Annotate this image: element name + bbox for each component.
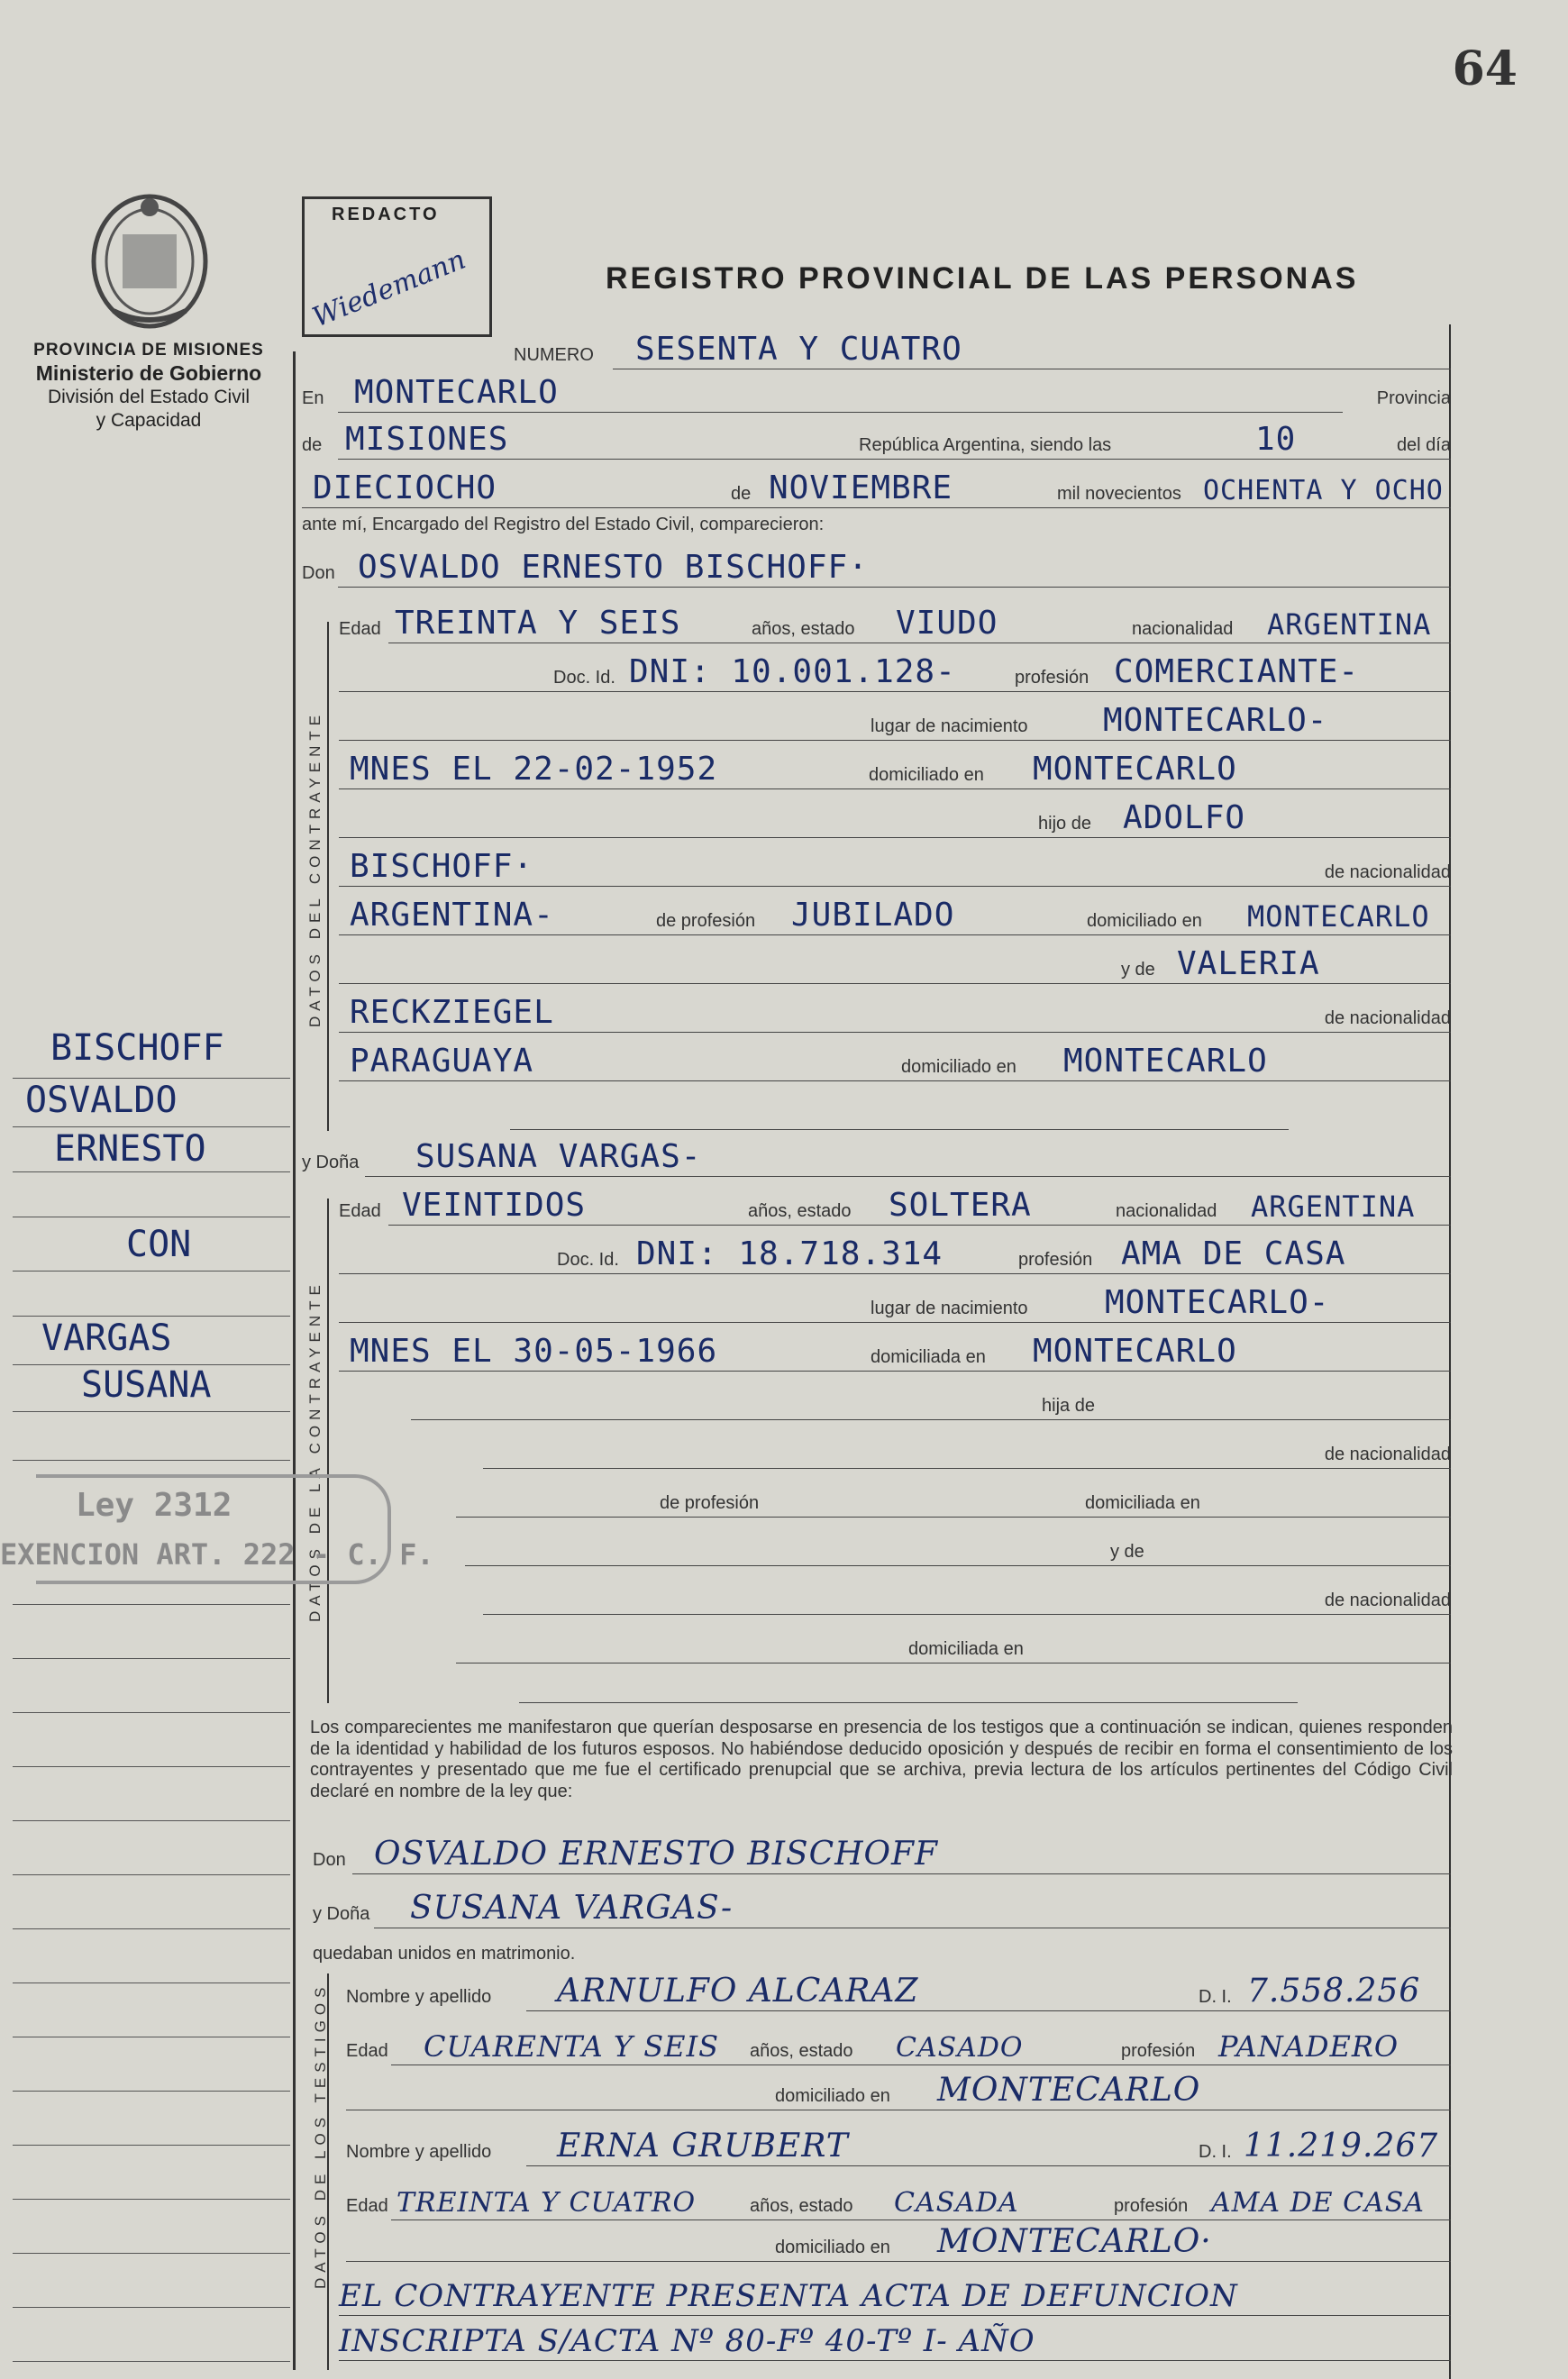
margin-rule: [13, 1271, 290, 1272]
witness1-edad-label: Edad: [346, 2041, 388, 2061]
bride-padre-datos-rule: [456, 1517, 1451, 1518]
en-row: [302, 374, 1451, 416]
groom-padre-rule: [339, 886, 1451, 887]
bride-madre-apellido-rule: [483, 1614, 1451, 1615]
fecha-rule: [302, 507, 1451, 508]
quedaban-row: [302, 1939, 1451, 1972]
witness-section-tab: DATOS DE LOS TESTIGOS: [312, 1982, 329, 2289]
decl-don-label: Don: [313, 1850, 346, 1870]
note-line-2: INSCRIPTA S/ACTA Nº 80-Fº 40-Tº I- AÑO: [339, 2323, 1035, 2359]
bride-profesion-label: profesión: [1018, 1250, 1093, 1270]
groom-lugar-rule: [339, 740, 1451, 741]
witness2-estado-label: años, estado: [750, 2196, 853, 2216]
groom-edad-label: Edad: [339, 619, 381, 639]
bride-padre-nacionalidad-label: de nacionalidad: [1324, 1445, 1451, 1464]
witness2-domicilio-rule: [346, 2261, 1451, 2262]
bride-lugar-rule: [339, 1322, 1451, 1323]
numero-value: SESENTA Y CUATRO: [635, 331, 962, 368]
groom-nacimiento-row: [339, 753, 1451, 793]
groom-name-rule: [338, 587, 1451, 588]
margin-middle-name: ERNESTO: [54, 1128, 206, 1170]
bride-domicilio-label: domiciliada en: [871, 1347, 986, 1367]
groom-madre-rule: [339, 983, 1451, 984]
margin-rule: [13, 1411, 290, 1412]
margin-rule: [13, 2199, 290, 2200]
witness1-di-label: D. I.: [1199, 1987, 1232, 2007]
bride-hija-label: hija de: [1042, 1396, 1095, 1416]
bride-lugar-row: [339, 1284, 1451, 1326]
groom-nacionalidad-label: nacionalidad: [1132, 619, 1234, 639]
witness1-profesion: PANADERO: [1218, 2029, 1399, 2064]
groom-madre-nombre: VALERIA: [1177, 945, 1320, 982]
bride-edad-label: Edad: [339, 1201, 381, 1221]
groom-madre-domicilio-label: domiciliado en: [901, 1057, 1016, 1077]
redacto-label: REDACTO: [332, 205, 440, 224]
fecha-row: [302, 469, 1451, 512]
witness1-profesion-label: profesión: [1121, 2041, 1196, 2061]
bride-nacionalidad: ARGENTINA: [1251, 1190, 1416, 1224]
groom-nacionalidad: ARGENTINA: [1267, 607, 1432, 642]
groom-padre-nacionalidad: ARGENTINA-: [350, 897, 554, 934]
groom-madre-apellido-rule: [339, 1032, 1451, 1033]
bride-hija-row: [339, 1384, 1451, 1424]
groom-blank-rule: [510, 1129, 1289, 1130]
groom-section-border: [327, 622, 329, 1131]
redacto-box: [302, 196, 492, 337]
witness1-di: 7.558.256: [1247, 1973, 1421, 2010]
groom-hijo-rule: [339, 837, 1451, 838]
groom-padre-nombre: ADOLFO: [1123, 799, 1246, 836]
margin-rule: [13, 1658, 290, 1659]
groom-section-tab: DATOS DEL CONTRAYENTE: [306, 709, 324, 1027]
groom-madre-nacionalidad-label: de nacionalidad: [1324, 1008, 1451, 1028]
witness2-edad-row: [346, 2184, 1451, 2224]
groom-estado-label: años, estado: [752, 619, 855, 639]
hora-value: 10: [1255, 421, 1297, 458]
margin-first-name: OSVALDO: [25, 1080, 178, 1121]
groom-lugar-row: [339, 702, 1451, 744]
provincia-row: [302, 421, 1451, 463]
page-number: 64: [1452, 41, 1518, 96]
bride-hija-rule: [411, 1419, 1451, 1420]
ante-mi-label: ante mí, Encargado del Registro del Estado Civil, comparecieron:: [302, 515, 825, 534]
bride-name-rule: [365, 1176, 1451, 1177]
witness2-di-label: D. I.: [1199, 2142, 1232, 2162]
witness2-estado: CASADA: [894, 2187, 1019, 2219]
bride-edad-row: [339, 1187, 1451, 1229]
margin-rule: [13, 1460, 290, 1461]
provincia-value: MISIONES: [345, 421, 509, 458]
bride-profesion: AMA DE CASA: [1121, 1235, 1346, 1272]
groom-hijo-label: hijo de: [1038, 814, 1091, 834]
decl-don-rule: [352, 1873, 1451, 1874]
margin-rule: [13, 2361, 290, 2362]
bride-doc-rule: [339, 1273, 1451, 1274]
witness1-domicilio-label: domiciliado en: [775, 2086, 890, 2106]
bride-lugar: MONTECARLO-: [1105, 1284, 1330, 1321]
quedaban-label: quedaban unidos en matrimonio.: [313, 1944, 576, 1964]
groom-hijo-row: [339, 799, 1451, 842]
witness1-name-rule: [526, 2010, 1451, 2011]
margin-rule: [13, 1078, 290, 1079]
bride-nacimiento-row: [339, 1335, 1451, 1375]
bride-blank-rule: [519, 1702, 1298, 1703]
decl-dona-label: y Doña: [313, 1904, 370, 1924]
margin-rule: [13, 1928, 290, 1929]
groom-padre-domicilio-label: domiciliado en: [1087, 911, 1202, 931]
witness2-name-row: [346, 2130, 1451, 2170]
groom-madre-nacionalidad: PARAGUAYA: [350, 1043, 534, 1080]
groom-blank-row: [339, 1094, 1451, 1134]
groom-doc-label: Doc. Id.: [553, 668, 615, 688]
groom-y-de-label: y de: [1121, 960, 1155, 980]
division-label: División del Estado Civil: [47, 387, 251, 408]
groom-madre-apellido: RECKZIEGEL: [350, 994, 554, 1031]
bride-blank-row: [339, 1667, 1451, 1707]
margin-rule: [13, 1171, 290, 1172]
groom-nacimiento-rule: [339, 788, 1451, 789]
bride-nacimiento-fecha: MNES EL 30-05-1966: [350, 1333, 718, 1370]
groom-edad: TREINTA Y SEIS: [395, 605, 681, 642]
margin-rule: [13, 2253, 290, 2254]
groom-domicilio-label: domiciliado en: [869, 765, 984, 785]
margin-rule: [13, 1982, 290, 1983]
groom-padre-nacionalidad-label: de nacionalidad: [1324, 862, 1451, 882]
mes-value: NOVIEMBRE: [769, 469, 953, 506]
witness1-edad-row: [346, 2029, 1451, 2069]
groom-padre-datos-row: [339, 899, 1451, 939]
en-label: En: [302, 388, 324, 408]
numero-row: [514, 333, 1451, 373]
bride-nacionalidad-label: nacionalidad: [1116, 1201, 1217, 1221]
bride-edad: VEINTIDOS: [402, 1187, 587, 1224]
witness2-name-label: Nombre y apellido: [346, 2142, 492, 2162]
margin-bride-name: SUSANA: [81, 1364, 212, 1406]
margin-rule: [13, 1820, 290, 1821]
bride-name: SUSANA VARGAS-: [415, 1138, 702, 1175]
en-value: MONTECARLO: [354, 374, 559, 411]
groom-padre-profesion: JUBILADO: [791, 897, 955, 934]
don-label: Don: [302, 563, 335, 583]
groom-name: OSVALDO ERNESTO BISCHOFF·: [358, 549, 869, 586]
capacity-label: y Capacidad: [96, 409, 202, 431]
bride-madre-row: [339, 1530, 1451, 1570]
bride-section-tab: DATOS DE LA CONTRAYENTE: [306, 1280, 324, 1622]
bride-lugar-label: lugar de nacimiento: [871, 1299, 1028, 1318]
bride-madre-rule: [465, 1565, 1451, 1566]
groom-profesion-label: profesión: [1015, 668, 1089, 688]
margin-surname: BISCHOFF: [50, 1027, 224, 1069]
groom-doc-row: [339, 653, 1451, 696]
stamp-exemption: EXENCION ART. 222 - C. F.: [0, 1537, 434, 1572]
witness2-edad-label: Edad: [346, 2196, 388, 2216]
margin-bride-surname: VARGAS: [41, 1317, 172, 1359]
witness2-edad-rule: [391, 2219, 1451, 2220]
witness2-domicilio: MONTECARLO·: [937, 2223, 1212, 2260]
groom-name-row: [302, 551, 1451, 591]
witness2-name: ERNA GRUBERT: [557, 2128, 849, 2165]
witness2-edad: TREINTA Y CUATRO: [397, 2187, 697, 2219]
witness2-profesion: AMA DE CASA: [1211, 2187, 1425, 2219]
mil-novecientos-label: mil novecientos: [1057, 484, 1181, 504]
issuing-office: [9, 341, 288, 432]
provincia-label: Provincia: [1376, 388, 1451, 408]
province-seal-icon: [87, 189, 213, 333]
note-rule-1: [339, 2315, 1451, 2316]
provincia-rule: [338, 459, 1451, 460]
groom-padre-row: [339, 848, 1451, 890]
bride-nacimiento-rule: [339, 1371, 1451, 1372]
witness2-name-rule: [526, 2165, 1451, 2166]
bride-madre-apellido-row: [339, 1579, 1451, 1618]
de-label: de: [302, 435, 323, 455]
groom-estado: VIUDO: [896, 605, 998, 642]
decl-dona-name: SUSANA VARGAS-: [410, 1890, 734, 1927]
en-rule: [338, 412, 1343, 413]
margin-rule: [13, 2091, 290, 2092]
numero-label: NUMERO: [514, 345, 594, 365]
decl-don-row: [302, 1838, 1451, 1878]
groom-madre-row: [339, 945, 1451, 988]
margin-rule: [13, 1604, 290, 1605]
margin-rule: [13, 1766, 290, 1767]
redacto-signature: Wiedemann: [307, 243, 470, 334]
witness1-edad: CUARENTA Y SEIS: [424, 2029, 720, 2064]
groom-doc: DNI: 10.001.128-: [629, 653, 956, 690]
bride-madre-domicilio-label: domiciliada en: [908, 1639, 1024, 1659]
bride-edad-rule: [388, 1225, 1451, 1226]
groom-edad-row: [339, 607, 1451, 647]
margin-rule: [13, 1874, 290, 1875]
bride-doc-label: Doc. Id.: [557, 1250, 619, 1270]
groom-domicilio: MONTECARLO: [1033, 751, 1237, 788]
bride-madre-datos-row: [339, 1627, 1451, 1667]
witness1-domicilio: MONTECARLO: [937, 2072, 1201, 2109]
margin-divider: [293, 351, 296, 2370]
decl-dona-row: [302, 1892, 1451, 1932]
groom-padre-apellido: BISCHOFF·: [350, 848, 534, 885]
margin-con: CON: [126, 1224, 192, 1265]
dia-value: DIECIOCHO: [313, 469, 497, 506]
decl-don-name: OSVALDO ERNESTO BISCHOFF: [374, 1836, 938, 1873]
ante-mi-row: [302, 510, 1451, 542]
note-line-1: EL CONTRAYENTE PRESENTA ACTA DE DEFUNCION: [339, 2278, 1238, 2314]
bride-padre-domicilio-label: domiciliada en: [1085, 1493, 1200, 1513]
margin-rule: [13, 1126, 290, 1127]
bride-estado-label: años, estado: [748, 1201, 852, 1221]
note-rule-2: [339, 2360, 1451, 2361]
groom-padre-domicilio: MONTECARLO: [1247, 899, 1430, 934]
groom-lugar-label: lugar de nacimiento: [871, 716, 1028, 736]
witness2-domicilio-label: domiciliado en: [775, 2238, 890, 2257]
groom-nacimiento-fecha: MNES EL 22-02-1952: [350, 751, 718, 788]
bride-doc: DNI: 18.718.314: [636, 1235, 944, 1272]
bride-padre-datos-row: [339, 1481, 1451, 1521]
witness1-domicilio-row: [346, 2074, 1451, 2114]
bride-doc-row: [339, 1235, 1451, 1278]
bride-padre-profesion-label: de profesión: [660, 1493, 760, 1513]
bride-y-de-label: y de: [1110, 1542, 1144, 1562]
republica-label: República Argentina, siendo las: [859, 435, 1112, 455]
anio-value: OCHENTA Y OCHO: [1203, 475, 1444, 506]
witness2-profesion-label: profesión: [1114, 2196, 1189, 2216]
y-dona-label: y Doña: [302, 1153, 360, 1172]
margin-rule: [13, 2145, 290, 2146]
groom-madre-apellido-row: [339, 994, 1451, 1036]
bride-section-border: [327, 1199, 329, 1703]
stamp-law: Ley 2312: [76, 1487, 232, 1524]
witness1-estado-label: años, estado: [750, 2041, 853, 2061]
bride-domicilio: MONTECARLO: [1033, 1333, 1237, 1370]
witness1-estado: CASADO: [896, 2032, 1024, 2064]
de2-label: de: [731, 484, 752, 504]
margin-rule: [13, 2307, 290, 2308]
bride-estado: SOLTERA: [889, 1187, 1032, 1224]
groom-lugar: MONTECARLO-: [1103, 702, 1328, 739]
groom-profesion: COMERCIANTE-: [1114, 653, 1360, 690]
bride-name-row: [302, 1138, 1451, 1180]
witness2-di: 11.219.267: [1244, 2128, 1439, 2165]
ministry-label: Ministerio de Gobierno: [35, 360, 262, 385]
del-dia-label: del día: [1396, 435, 1451, 455]
margin-rule: [13, 1712, 290, 1713]
groom-doc-rule: [339, 691, 1451, 692]
note-row-1: [339, 2280, 1451, 2320]
witness2-domicilio-row: [346, 2223, 1451, 2265]
note-row-2: [339, 2325, 1451, 2365]
bride-padre-rule: [483, 1468, 1451, 1469]
groom-padre-datos-rule: [339, 934, 1451, 935]
groom-madre-datos-rule: [339, 1080, 1451, 1081]
declaration-paragraph: Los comparecientes me manifestaron que querían desposarse en presencia de los testigos que a continuación se indican, quienes responden de la identidad y habilidad de los futuros esposos. No habiéndose deducido oposición y después de recibir en forma el consentimiento de los contrayentes y presentado que me fue el certificado prenupcial que se archiva, previa lectura de los artículos pertinentes del Código Civil declaré en nombre de la ley que:: [310, 1718, 1453, 1801]
province-label: PROVINCIA DE MISIONES: [33, 341, 264, 360]
margin-rule: [13, 1316, 290, 1317]
bride-padre-row: [339, 1433, 1451, 1472]
document-title: REGISTRO PROVINCIAL DE LAS PERSONAS: [606, 261, 1359, 296]
bride-madre-nacionalidad-label: de nacionalidad: [1324, 1591, 1451, 1610]
witness1-name: ARNULFO ALCARAZ: [557, 1973, 919, 2010]
groom-padre-profesion-label: de profesión: [656, 911, 756, 931]
groom-madre-domicilio: MONTECARLO: [1063, 1043, 1268, 1080]
witness1-name-label: Nombre y apellido: [346, 1987, 492, 2007]
groom-madre-datos-row: [339, 1045, 1451, 1085]
witness1-name-row: [346, 1975, 1451, 2015]
